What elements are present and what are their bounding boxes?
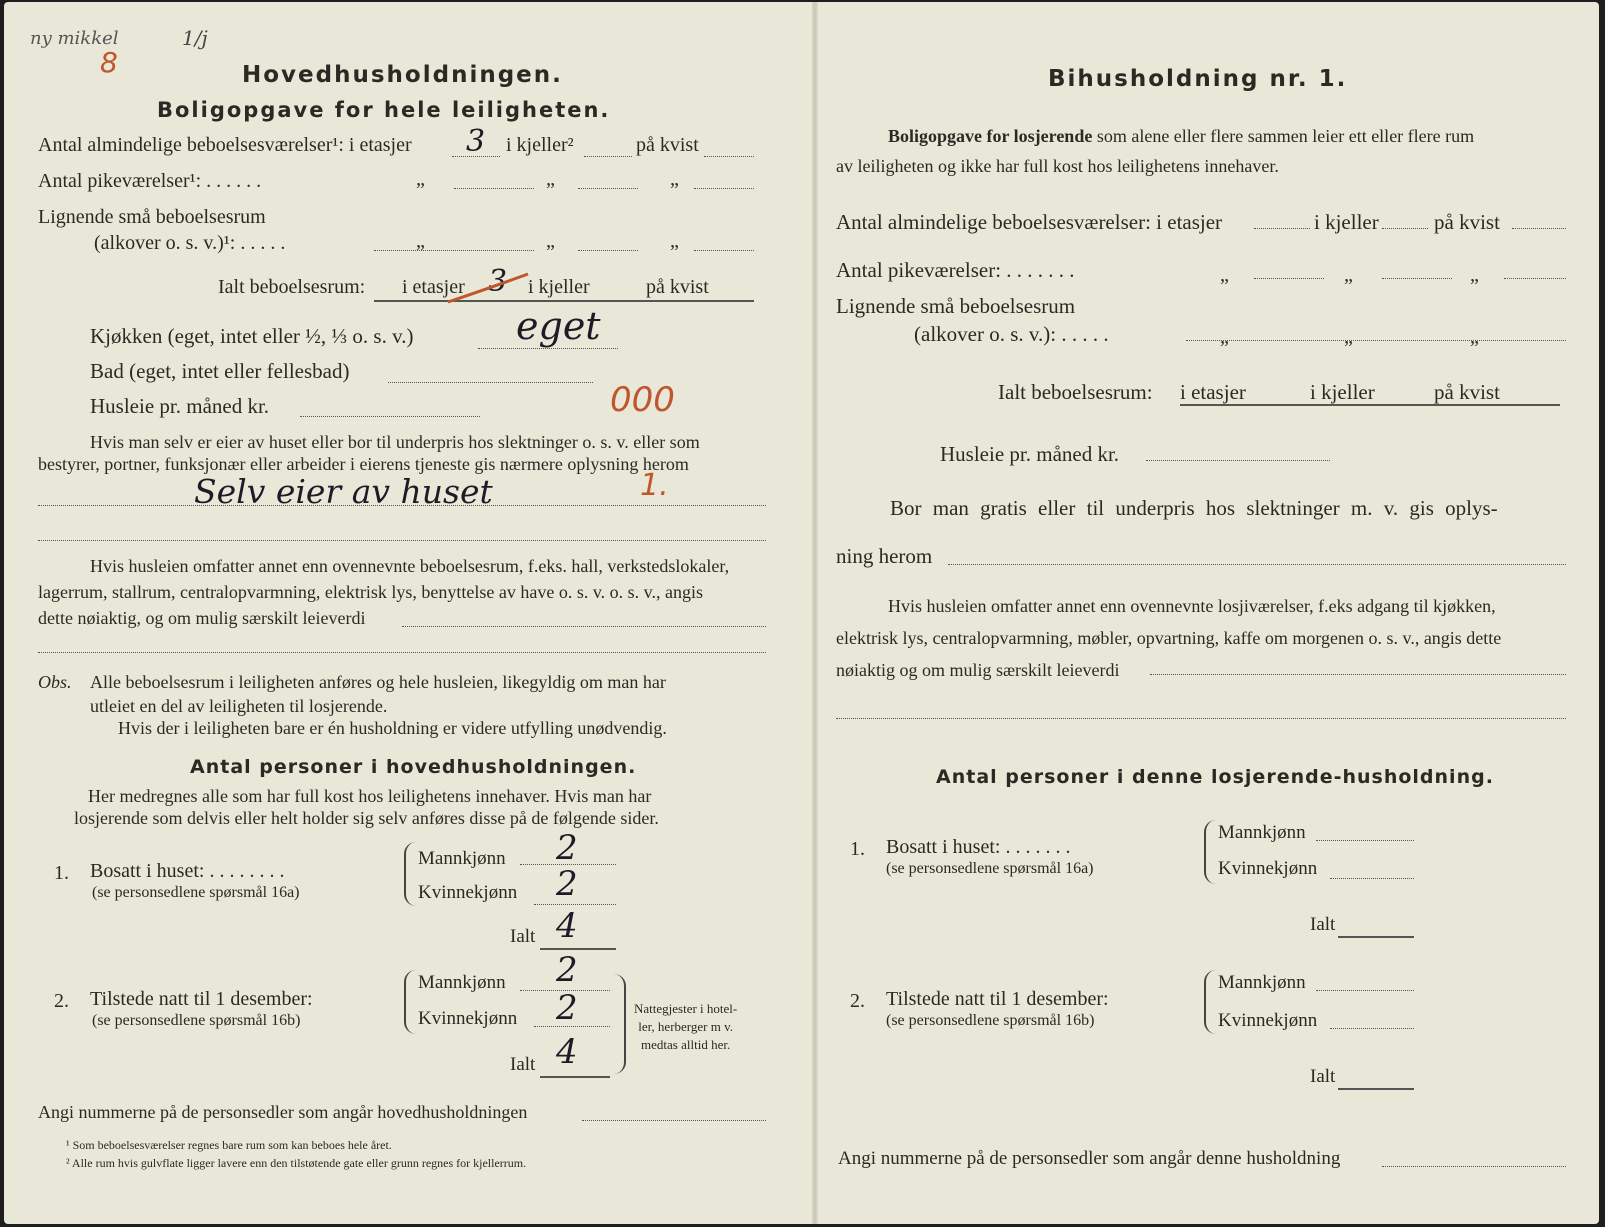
right-q2-ialt-label: Ialt: [1310, 1066, 1336, 1087]
row-lignende-label-b: (alkover o. s. v.)¹: . . . . .: [94, 232, 286, 254]
left-q2-kvinne-value: 2: [556, 988, 578, 1028]
ditto-mark: „: [546, 168, 555, 190]
left-q2-mann-label: Mannkjønn: [418, 972, 506, 993]
ditto-mark: „: [670, 230, 679, 252]
census-form-sheet: [4, 2, 1599, 1224]
obs-label: Obs.: [38, 672, 72, 692]
right-q2-sub: (se personsedlene spørsmål 16b): [886, 1012, 1095, 1029]
right-ialt-etasjer-label: i etasjer: [1180, 380, 1246, 404]
right-intro-rest: som alene eller flere sammen leier ett eller flere rum: [1096, 126, 1475, 146]
ialt-etasjer-label: i etasjer: [402, 276, 465, 298]
ditto-mark: „: [1470, 326, 1479, 348]
ialt-kvist-label: på kvist: [646, 276, 709, 298]
right-intro-bold: Boligopgave for losjerende: [888, 126, 1093, 146]
obs-text-1: Alle beboelsesrum i leiligheten anføres og hele husleien, likegyldig om man har: [90, 672, 666, 692]
ditto-mark: „: [416, 168, 425, 190]
right-row-lignende-label-a: Lignende små beboelsesrum: [836, 294, 1076, 318]
left-q2-sub: (se personsedlene spørsmål 16b): [92, 1012, 301, 1029]
row-almindelige-label: Antal almindelige beboelsesværelser¹: i etasjer: [38, 134, 412, 156]
left-q2-number: 2.: [54, 990, 69, 1012]
row-lignende-label-a: Lignende små beboelsesrum: [38, 206, 266, 228]
nattegjester-line-1: Nattegjester i hotel-: [634, 1001, 738, 1016]
husleie-label: Husleie pr. måned kr.: [90, 394, 270, 418]
right-q2-label: Tilstede natt til 1 desember:: [886, 988, 1109, 1010]
margin-note: ny mikkel: [30, 28, 119, 49]
right-row-lignende-label-b: (alkover o. s. v.): . . . . .: [914, 322, 1109, 346]
right-ialt-kjeller-label: i kjeller: [1310, 380, 1375, 404]
ditto-mark: „: [416, 230, 425, 252]
eier-value: Selv eier av huset: [194, 472, 493, 511]
right-persons-title: Antal personer i denne losjerende-husholdning.: [936, 766, 1494, 788]
kjokken-value: eget: [516, 304, 601, 348]
left-q1-kvinne-label: Kvinnekjønn: [418, 882, 518, 903]
right-ialt-beboelsesrum-label: Ialt beboelsesrum:: [998, 380, 1153, 404]
row-almindelige-kvist: på kvist: [636, 134, 699, 156]
obs-text-3: Hvis der i leiligheten bare er én husholdning er videre utfylling unødvendig.: [118, 718, 667, 738]
ialt-etasjer-value: 3: [488, 264, 508, 299]
right-husleie-label: Husleie pr. måned kr.: [940, 442, 1120, 466]
bad-label: Bad (eget, intet eller fellesbad): [90, 359, 350, 383]
right-row-almindelige-kjeller: i kjeller: [1314, 210, 1379, 234]
right-q1-ialt-label: Ialt: [1310, 914, 1336, 935]
left-q2-kvinne-label: Kvinnekjønn: [418, 1008, 518, 1029]
right-q2-kvinne-label: Kvinnekjønn: [1218, 1010, 1318, 1031]
right-row-almindelige-kvist: på kvist: [1434, 210, 1500, 234]
left-persons-title: Antal personer i hovedhusholdningen.: [190, 756, 637, 778]
left-q2-ialt-label: Ialt: [510, 1054, 536, 1075]
right-omfatter-text-1: Hvis husleien omfatter annet enn ovennevnte losjiværelser, f.eks adgang til kjøkken,: [888, 596, 1496, 616]
left-title: Hovedhusholdningen.: [242, 62, 563, 88]
left-subtitle: Boligopgave for hele leiligheten.: [157, 98, 611, 122]
row-pikevaerelser-label: Antal pikeværelser¹: . . . . . .: [38, 170, 262, 192]
right-intro-2: av leiligheten og ikke har full kost hos leilighetens innehaver.: [836, 156, 1279, 176]
ditto-mark: „: [670, 168, 679, 190]
right-q1-mann-label: Mannkjønn: [1218, 822, 1306, 843]
row-almindelige-kjeller: i kjeller²: [506, 134, 574, 156]
right-gratis-text-1: Bor man gratis eller til underpris hos slektninger m. v. gis oplys-: [890, 496, 1498, 520]
right-ialt-kvist-label: på kvist: [1434, 380, 1500, 404]
right-row-pikevaerelser-label: Antal pikeværelser: . . . . . . .: [836, 258, 1075, 282]
omfatter-text-3: dette nøiaktig, og om mulig særskilt leieverdi: [38, 608, 366, 628]
left-q1-ialt-value: 4: [556, 906, 578, 946]
left-q1-mann-value: 2: [556, 828, 578, 868]
left-angi-nummerne: Angi nummerne på de personsedler som angår hovedhusholdningen: [38, 1102, 528, 1122]
left-q1-mann-label: Mannkjønn: [418, 848, 506, 869]
ditto-mark: „: [1344, 326, 1353, 348]
right-gratis-text-2: ning herom: [836, 544, 933, 568]
nattegjester-note: [634, 1000, 737, 1054]
ditto-mark: „: [1470, 264, 1479, 286]
left-q1-sub: (se personsedlene spørsmål 16a): [92, 884, 300, 901]
ialt-beboelsesrum-label: Ialt beboelsesrum:: [218, 276, 366, 298]
left-persons-sub-2: losjerende som delvis eller helt holder sig selv anføres disse på de følgende sider.: [74, 808, 659, 828]
right-omfatter-text-2: elektrisk lys, centralopvarmning, møbler, opvartning, kaffe om morgenen o. s. v., angis dette: [836, 628, 1502, 648]
ditto-mark: „: [1344, 264, 1353, 286]
left-q2-label: Tilstede natt til 1 desember:: [90, 988, 313, 1010]
eier-text-2: bestyrer, portner, funksjonær eller arbeider i eierens tjeneste gis nærmere oplysning herom: [38, 454, 689, 474]
footnote-2: ² Alle rum hvis gulvflate ligger lavere enn den tilstøtende gate eller grunn regnes for kjellerrum.: [66, 1156, 527, 1170]
row-almindelige-etasjer-value: 3: [466, 124, 486, 159]
ditto-mark: „: [1220, 326, 1229, 348]
right-q2-mann-label: Mannkjønn: [1218, 972, 1306, 993]
omfatter-text-1: Hvis husleien omfatter annet enn ovennevnte beboelsesrum, f.eks. hall, verkstedslokaler,: [90, 556, 730, 576]
right-title: Bihusholdning nr. 1.: [1048, 66, 1348, 92]
left-q1-kvinne-value: 2: [556, 864, 578, 904]
right-row-almindelige-label: Antal almindelige beboelsesværelser: i etasjer: [836, 210, 1223, 234]
left-q2-mann-value: 2: [556, 950, 578, 990]
ditto-mark: „: [546, 230, 555, 252]
kjokken-label: Kjøkken (eget, intet eller ½, ⅓ o. s. v.): [90, 324, 414, 348]
right-angi-nummerne: Angi nummerne på de personsedler som angår denne husholdning: [838, 1148, 1341, 1169]
ditto-mark: „: [1220, 264, 1229, 286]
right-intro-1: [888, 126, 1474, 147]
right-omfatter-text-3: nøiaktig og om mulig særskilt leieverdi: [836, 660, 1120, 680]
right-q1-kvinne-label: Kvinnekjønn: [1218, 858, 1318, 879]
nattegjester-line-2: ler, herberger m v.: [638, 1019, 734, 1034]
margin-note-2: 1/j: [182, 26, 208, 50]
eier-red-mark: 1.: [640, 468, 669, 503]
right-q1-sub: (se personsedlene spørsmål 16a): [886, 860, 1094, 877]
left-persons-sub-1: Her medregnes alle som har full kost hos leilighetens innehaver. Hvis man har: [88, 786, 652, 806]
page-fold: [812, 2, 818, 1224]
left-q1-number: 1.: [54, 862, 69, 884]
left-q1-label: Bosatt i huset: . . . . . . . .: [90, 860, 285, 882]
footnote-1: ¹ Som beboelsesværelser regnes bare rum som kan beboes hele året.: [66, 1138, 392, 1152]
husleie-value: 000: [610, 380, 675, 420]
ialt-kjeller-label: i kjeller: [528, 276, 590, 298]
right-q2-number: 2.: [850, 990, 865, 1012]
right-q1-label: Bosatt i huset: . . . . . . .: [886, 836, 1071, 858]
left-q2-ialt-value: 4: [556, 1032, 578, 1072]
eier-text-1: Hvis man selv er eier av huset eller bor til underpris hos slektninger o. s. v. eller som: [90, 432, 700, 452]
margin-number: 8: [100, 46, 118, 79]
left-q1-ialt-label: Ialt: [510, 926, 536, 947]
right-q1-number: 1.: [850, 838, 865, 860]
omfatter-text-2: lagerrum, stallrum, centralopvarmning, elektrisk lys, benyttelse av have o. s. v. o. s. v., angis: [38, 582, 704, 602]
nattegjester-line-3: medtas alltid her.: [641, 1037, 731, 1052]
obs-text-2: utleiet en del av leiligheten til losjerende.: [90, 696, 388, 716]
